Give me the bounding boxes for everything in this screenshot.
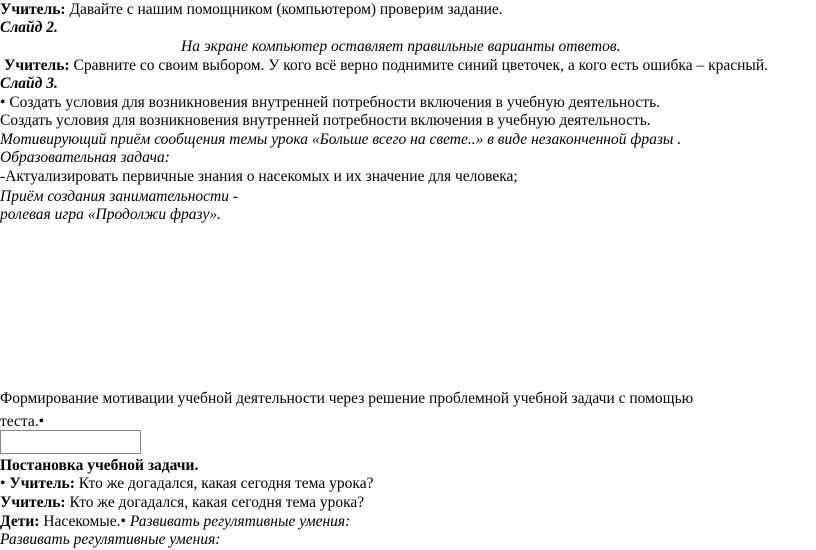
line-text: Насекомые.	[39, 513, 121, 530]
bullet-icon: •	[38, 413, 45, 430]
line-test	[0, 412, 44, 432]
speaker-label: Учитель:	[4, 57, 70, 74]
line-italic-text: Развивать регулятивные умения:	[125, 513, 351, 530]
line-task-setting: Постановка учебной задачи.	[0, 457, 199, 474]
bullet-icon: •	[0, 94, 6, 111]
line-bullet-conditions	[0, 93, 660, 113]
line-entertainment-technique: Приём создания занимательности -	[0, 188, 239, 205]
line-text: Кто же догадался, какая сегодня тема урока?	[74, 475, 374, 492]
slide-3-heading: Слайд 3.	[0, 75, 58, 92]
bullet-icon: •	[120, 513, 126, 530]
empty-textbox	[0, 430, 141, 454]
line-educational-task: Образовательная задача:	[0, 149, 170, 166]
line-children-answer	[0, 512, 350, 532]
speaker-label: Учитель:	[5, 475, 75, 492]
line-text: Создать условия для возникновения внутренней потребности включения в учебную деятельность.	[5, 94, 661, 111]
line-screen-answers: На экране компьютер оставляет правильные варианты ответов.	[181, 38, 621, 55]
bullet-icon: •	[0, 475, 6, 492]
speaker-label: Учитель:	[0, 494, 66, 511]
speaker-label: Дети:	[0, 513, 40, 530]
line-text: Кто же догадался, какая сегодня тема урока?	[65, 494, 365, 511]
line-teacher-question	[0, 493, 364, 513]
line-regulatory-skills: Развивать регулятивные умения:	[0, 531, 221, 548]
line-motivating-technique: Мотивирующий приём сообщения темы урока «Больше всего на свете..» в виде незаконченной фразы .	[0, 131, 682, 148]
line-role-game: ролевая игра «Продолжи фразу».	[0, 206, 221, 223]
line-teacher-compare	[4, 56, 768, 76]
line-conditions: Создать условия для возникновения внутренней потребности включения в учебную деятельность.	[0, 112, 651, 129]
line-text: Давайте с нашим помощником (компьютером) проверим задание.	[65, 1, 503, 18]
slide-2-heading: Слайд 2.	[0, 19, 58, 36]
line-teacher-check-task	[0, 0, 503, 20]
line-bullet-teacher-question	[0, 474, 373, 494]
line-motivation-formation: Формирование мотивации учебной деятельности через решение проблемной учебной задачи с помощью	[0, 390, 694, 407]
line-text: теста.	[0, 413, 39, 430]
line-actualize-knowledge: -Актуализировать первичные знания о насекомых и их значение для человека;	[0, 168, 518, 185]
line-text: Сравните со своим выбором. У кого всё верно поднимите синий цветочек, а кого есть ошибка – красный.	[69, 57, 769, 74]
speaker-label: Учитель:	[0, 1, 66, 18]
